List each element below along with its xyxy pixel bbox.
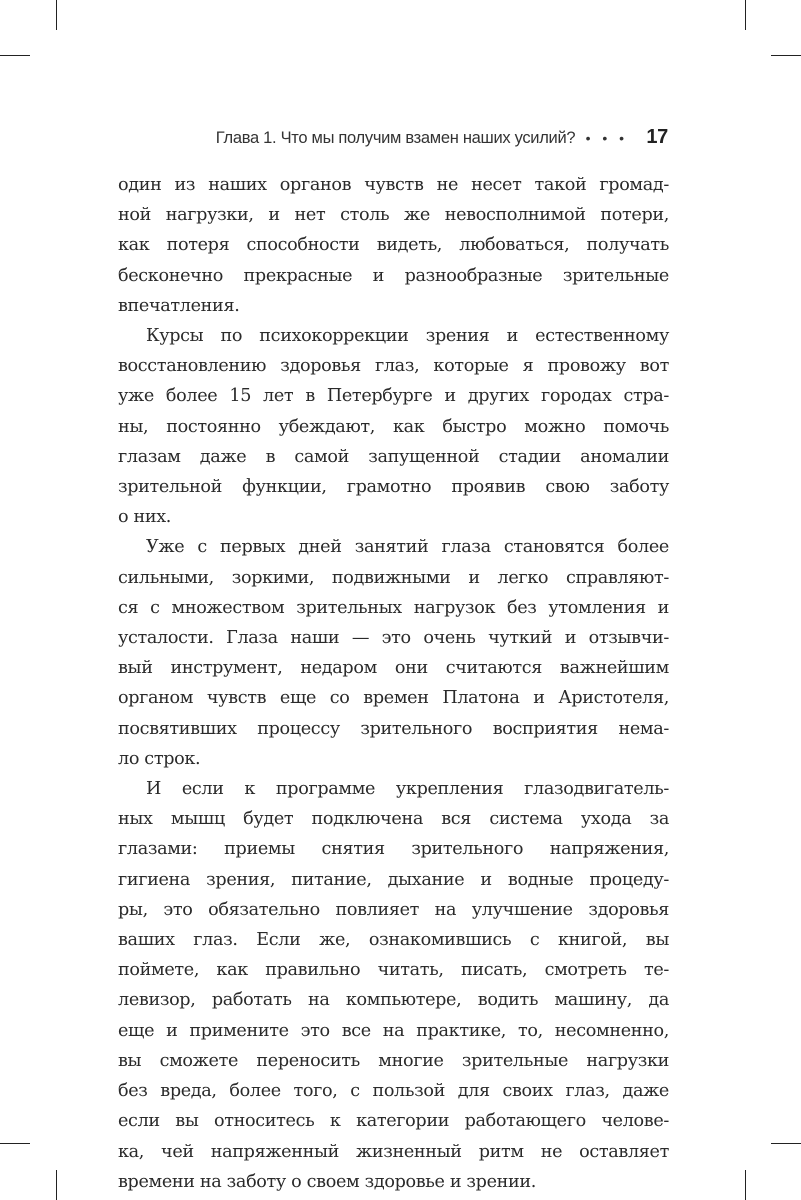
text-line: еще и примените это все на практике, то, несомненно, [118, 1020, 669, 1041]
text-line: восстановлению здоровья глаз, которые я провожу вот [118, 356, 669, 377]
text-line: левизор, работать на компьютере, водить машину, да [118, 990, 669, 1011]
crop-mark [771, 55, 801, 56]
text-line: ло строк. [118, 748, 201, 769]
text-line: усталости. Глаза наши — это очень чуткий и отзывчи- [118, 628, 669, 649]
crop-mark [56, 1170, 57, 1200]
paragraph [118, 774, 669, 1197]
text-line: глазами: приемы снятия зрительного напряжения, [118, 839, 669, 860]
text-line: как потеря способности видеть, любоваться, получать [118, 235, 669, 256]
separator-dots: • • • [585, 130, 629, 146]
text-line: без вреда, более того, с пользой для своих глаз, даже [118, 1081, 669, 1102]
text-line: сильными, зоркими, подвижными и легко справляют- [118, 567, 669, 588]
text-line: ры, это обязательно повлияет на улучшение здоровья [118, 899, 669, 920]
page-number: 17 [646, 126, 668, 148]
text-line: уже более 15 лет в Петербурге и других городах стра- [118, 386, 669, 407]
text-line: ны, постоянно убеждают, как быстро можно помочь [118, 416, 669, 437]
text-line: гигиена зрения, питание, дыхание и водные процеду- [118, 869, 669, 890]
paragraph [118, 532, 669, 774]
text-line: ных мышц будет подключена вся система ухода за [118, 809, 669, 830]
text-line: И если к программе укрепления глазодвигатель- [146, 779, 669, 800]
text-line: ваших глаз. Если же, ознакомившись с книгой, вы [118, 930, 669, 951]
crop-mark [56, 0, 57, 30]
text-line: вый инструмент, недаром они считаются важнейшим [118, 658, 669, 679]
text-line: вы сможете переносить многие зрительные нагрузки [118, 1050, 669, 1071]
text-line: зрительной функции, грамотно проявив свою заботу [118, 477, 669, 498]
text-line: ся с множеством зрительных нагрузок без утомления и [118, 597, 669, 618]
text-line: если вы относитесь к категории работающего челове- [118, 1111, 669, 1132]
body-text [118, 170, 669, 1197]
crop-mark [0, 55, 30, 56]
crop-mark [0, 1143, 30, 1144]
text-line: один из наших органов чувств не несет такой громад- [118, 175, 669, 195]
text-line: Уже с первых дней занятий глаза становятся более [146, 537, 669, 558]
running-header [100, 126, 668, 149]
text-line: ной нагрузки, и нет столь же невосполнимой потери, [118, 205, 669, 226]
text-line: впечатления. [118, 295, 240, 316]
text-line: времени на заботу о своем здоровье и зрении. [118, 1171, 537, 1192]
text-line: о них. [118, 507, 172, 528]
paragraph [118, 321, 669, 532]
text-line: поймете, как правильно читать, писать, смотреть те- [118, 960, 669, 981]
text-line: Курсы по психокоррекции зрения и естественному [146, 326, 669, 347]
text-line: органом чувств еще со времен Платона и Аристотеля, [118, 688, 669, 709]
chapter-title: Глава 1. Что мы получим взамен наших усилий? [215, 129, 576, 147]
text-line: глазам даже в самой запущенной стадии аномалии [118, 446, 669, 467]
crop-mark [771, 1143, 801, 1144]
crop-mark [745, 0, 746, 30]
text-line: ка, чей напряженный жизненный ритм не оставляет [118, 1141, 669, 1162]
paragraph [118, 170, 669, 321]
crop-mark [745, 1170, 746, 1200]
text-line: посвятивших процессу зрительного восприятия нема- [118, 718, 669, 739]
text-line: бесконечно прекрасные и разнообразные зрительные [118, 265, 669, 286]
